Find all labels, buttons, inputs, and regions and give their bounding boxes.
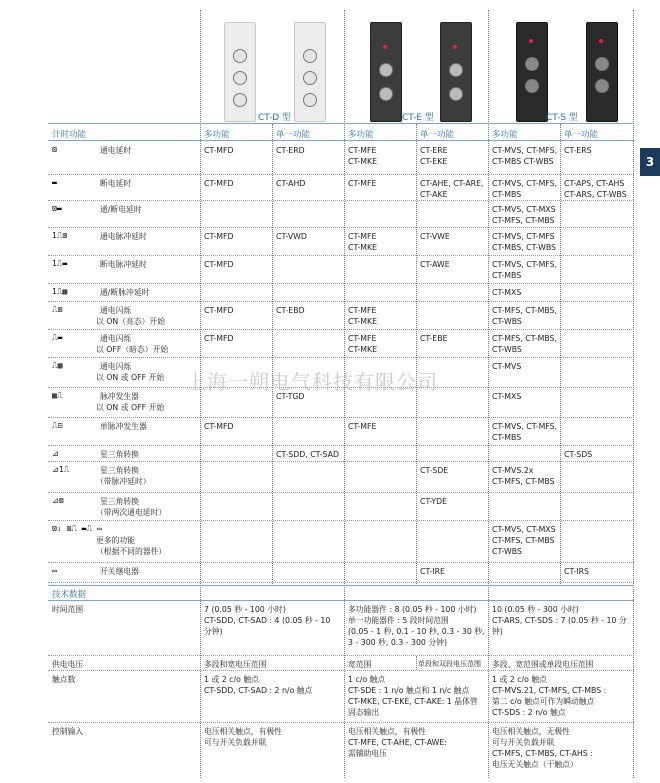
- row-function-sublabel: （带脉冲延时）: [96, 477, 151, 486]
- row-divider: [48, 283, 634, 284]
- row-function-label: 通电闪烁: [100, 334, 132, 343]
- row-symbol-icon: ⎍▬: [52, 333, 63, 342]
- ct-e-image: [346, 10, 486, 122]
- row-symbol-icon: ⊠: [52, 145, 57, 154]
- col-divider: [272, 124, 273, 584]
- tech-time-range-ctd: 7 (0.05 秒 - 100 小时) CT-SDD, CT-SAD : 4 (0.05 秒 - 10 分钟): [204, 605, 331, 636]
- table-cell: CT-SDE: [420, 466, 449, 475]
- table-cell: CT-AHE, CT-ARE, CT-AKE: [420, 179, 484, 199]
- row-symbol-icon: ⊠₁ ⊠⎍ ▬⎍ ▭: [52, 524, 102, 533]
- table-cell: CT-IRE: [420, 567, 445, 576]
- table-cell: CT-MVS, CT-MXS CT-MFS, CT-MBS CT-WBS: [492, 525, 556, 556]
- table-cell: CT-MVS.2x CT-MFS, CT-MBS: [492, 466, 555, 486]
- row-divider: [48, 582, 634, 583]
- table-cell: CT-MVS, CT-MFS, CT-MBS: [492, 179, 558, 199]
- table-cell: CT-AHD: [276, 179, 306, 188]
- table-cell: CT-VWD: [276, 232, 307, 241]
- col-header-cte-multi: 多功能: [348, 130, 374, 140]
- tech-time-range-cte: 多功能器件 : 8 (0.05 秒 - 100 小时) 单一功能器件 : 5 段时间范围 (0.05 - 1 秒, 0.1 - 10 秒, 0.3 - 30 秒, 3 - 300 秒, 0.3 - 300 分钟): [348, 605, 485, 647]
- tech-supply-cte-1: 宽范围: [348, 660, 372, 669]
- ct-e-device-2: [440, 22, 472, 122]
- table-cell: CT-MXS: [492, 392, 522, 401]
- table-cell: CT-SDS: [564, 450, 593, 459]
- table-cell: CT-SDD, CT-SAD: [276, 450, 339, 459]
- row-divider: [48, 445, 634, 446]
- row-divider: [48, 174, 634, 175]
- table-cell: CT-EBE: [420, 334, 448, 343]
- row-divider: [48, 722, 634, 723]
- table-cell: CT-MVS, CT-MXS CT-MFS, CT-MBS: [492, 205, 556, 225]
- ct-e-device-1: [370, 22, 402, 122]
- row-symbol-icon: 1⎍▬: [52, 259, 68, 268]
- col-header-cte-single: 单一功能: [420, 130, 455, 140]
- table-cell: CT-MFS, CT-MBS, CT-WBS: [492, 334, 557, 354]
- tech-rule: [48, 585, 634, 586]
- row-function-label: 通/断脉冲延时: [100, 288, 150, 297]
- row-divider: [48, 670, 634, 671]
- tech-control-ctd: 电压相关触点，有极性 可与开关负载并联: [204, 727, 282, 747]
- row-function-sublabel: 以 OFF（暗态）开始: [96, 345, 169, 354]
- ct-s-image: [490, 10, 630, 122]
- tech-control-cte: 电压相关触点，有极性 CT-MFE, CT-AHE, CT-AWE: 需辅助电压: [348, 727, 447, 758]
- table-cell: CT-YDE: [420, 497, 448, 506]
- table-cell: CT-APS, CT-AHS CT-ARS, CT-WBS: [564, 179, 627, 199]
- row-function-label: 通电闪烁: [100, 306, 132, 315]
- row-divider: [48, 520, 634, 521]
- row-divider: [48, 492, 634, 493]
- tech-supply-cte-2: 单段和双段电压范围: [418, 660, 481, 668]
- series-label-ct-e: CT-E 型: [402, 113, 434, 123]
- table-cell: CT-MVS, CT-MFS, CT-MBS: [492, 260, 558, 280]
- header-rule: [48, 140, 634, 141]
- row-divider: [48, 562, 634, 563]
- row-symbol-icon: ⊿: [52, 449, 59, 458]
- tech-contacts-cts: 1 或 2 c/o 触点 CT-MVS.21, CT-MFS, CT-MBS : 第二 c/o 触点可作为瞬动触点 CT-SDS : 2 n/o 触点: [492, 675, 607, 717]
- table-cell: CT-MFE CT-MKE: [348, 334, 378, 354]
- table-cell: CT-ERE CT-EKE: [420, 146, 448, 166]
- row-function-sublabel: （根据不同的器件）: [96, 547, 167, 556]
- row-function-label: 通电延时: [100, 146, 132, 155]
- row-function-label: 星三角转换: [100, 450, 139, 459]
- row-function-sublabel: 以 ON（亮态）开始: [96, 317, 166, 326]
- row-function-label: 单脉冲发生器: [100, 422, 147, 431]
- row-divider: [48, 655, 634, 656]
- table-cell: CT-MFE CT-MKE: [348, 146, 378, 166]
- row-divider: [48, 255, 634, 256]
- row-divider: [48, 461, 634, 462]
- row-divider: [48, 357, 634, 358]
- tech-time-range-cts: 10 (0.05 秒 - 300 小时) CT-ARS, CT-SDS : 7 (0.05 秒 - 10 分 钟): [492, 605, 627, 636]
- row-divider: [48, 329, 634, 330]
- table-cell: CT-TGD: [276, 392, 305, 401]
- ct-s-device-2: [586, 22, 618, 122]
- row-function-sublabel: 以 ON 或 OFF 开始: [96, 373, 165, 382]
- row-function-label: 更多的功能: [96, 536, 135, 545]
- table-cell: CT-MVS, CT-MFS CT-MBS, CT-WBS: [492, 232, 557, 252]
- table-cell: CT-MFD: [204, 146, 234, 155]
- tech-contacts-label: 触点数: [52, 675, 76, 684]
- row-function-label: 断电脉冲延时: [100, 260, 147, 269]
- watermark: 上海一朔电气科技有限公司: [186, 370, 438, 394]
- row-function-label: 星三角转换: [100, 466, 139, 475]
- table-cell: CT-MFD: [204, 306, 234, 315]
- table-cell: CT-MVS: [492, 362, 522, 371]
- row-divider: [48, 227, 634, 228]
- tech-supply-cts: 多段、宽范围或单段电压范围: [492, 660, 594, 669]
- tech-rule: [48, 600, 634, 601]
- col-divider: [416, 656, 417, 670]
- table-cell: CT-MXS: [492, 288, 522, 297]
- row-symbol-icon: 1⎍⊠: [52, 231, 68, 240]
- table-cell: CT-IRS: [564, 567, 589, 576]
- row-symbol-icon: 1⎍▩: [52, 287, 68, 296]
- row-divider: [48, 417, 634, 418]
- row-symbol-icon: ▬: [52, 178, 57, 187]
- row-function-sublabel: （带两次通电延时）: [96, 508, 167, 517]
- row-function-label: 通/断电延时: [100, 205, 142, 214]
- table-cell: CT-MVS, CT-MFS, CT-MBS: [492, 422, 558, 442]
- header-rule: [48, 123, 634, 124]
- row-symbol-icon: ⊠▬: [52, 204, 62, 213]
- table-cell: CT-MFS, CT-MBS, CT-WBS: [492, 306, 557, 326]
- table-cell: CT-MVS, CT-MFS, CT-MBS CT-WBS: [492, 146, 558, 166]
- tech-control-cts: 电压相关触点，无极性 可与开关负载并联 CT-MFS, CT-MBS, CT-AHS : 电压无关触点（干触点）: [492, 727, 593, 769]
- row-symbol-icon: ⊿1⎍: [52, 465, 70, 474]
- tech-contacts-ctd: 1 或 2 c/o 触点 CT-SDD, CT-SAD : 2 n/o 触点: [204, 675, 313, 695]
- col-header-cts-single: 单一功能: [564, 130, 599, 140]
- chapter-tab: 3: [640, 148, 660, 176]
- col-divider: [633, 10, 634, 778]
- row-divider: [48, 301, 634, 302]
- table-cell: CT-MFD: [204, 422, 234, 431]
- row-function-label: 脉冲发生器: [100, 392, 139, 401]
- table-cell: CT-MFD: [204, 334, 234, 343]
- series-label-ct-s: CT-S 型: [546, 113, 578, 123]
- table-cell: CT-MFE: [348, 422, 377, 431]
- ct-s-device-1: [516, 22, 548, 122]
- table-cell: CT-MFE CT-MKE: [348, 232, 378, 252]
- col-divider: [488, 10, 489, 778]
- table-cell: CT-VWE: [420, 232, 450, 241]
- table-cell: CT-MFD: [204, 232, 234, 241]
- tech-control-label: 控制输入: [52, 727, 84, 736]
- ct-d-image: [202, 10, 342, 122]
- section-timing-title: 计时功能: [52, 130, 87, 140]
- series-label-ct-d: CT-D 型: [258, 113, 291, 123]
- table-cell: CT-EBD: [276, 306, 305, 315]
- row-function-sublabel: 以 ON 或 OFF 开始: [96, 403, 165, 412]
- table-cell: CT-MFE: [348, 179, 377, 188]
- tech-contacts-cte: 1 c/o 触点 CT-SDE : 1 n/o 触点和 1 n/c 触点 CT-MKE, CT-EKE, CT-AKE: 1 晶体管 固态输出: [348, 675, 478, 717]
- row-function-label: 通电闪烁: [100, 362, 132, 371]
- row-symbol-icon: ⎍▩: [52, 361, 63, 370]
- col-header-ctd-single: 单一功能: [276, 130, 311, 140]
- row-function-label: 断电延时: [100, 179, 132, 188]
- table-cell: CT-AWE: [420, 260, 450, 269]
- col-divider: [560, 124, 561, 584]
- row-symbol-icon: ▭: [52, 566, 57, 575]
- row-symbol-icon: ⊿⊠: [52, 496, 64, 505]
- table-cell: CT-ERS: [564, 146, 592, 155]
- tech-time-range-label: 时间范围: [52, 605, 84, 614]
- ct-d-device-2: [294, 22, 326, 122]
- row-function-label: 通电脉冲延时: [100, 232, 147, 241]
- row-symbol-icon: ▩⎍: [52, 391, 63, 400]
- row-symbol-icon: ⎍⊠: [52, 305, 63, 314]
- col-header-ctd-multi: 多功能: [204, 130, 230, 140]
- section-tech-title: 技术数据: [52, 590, 87, 600]
- row-divider: [48, 200, 634, 201]
- col-header-cts-multi: 多功能: [492, 130, 518, 140]
- table-cell: CT-MFD: [204, 260, 234, 269]
- tech-supply-ctd: 多段和宽电压范围: [204, 660, 267, 669]
- row-function-label: 星三角转换: [100, 497, 139, 506]
- col-divider: [416, 124, 417, 584]
- row-function-label: 开关继电器: [100, 567, 139, 576]
- table-cell: CT-MFE CT-MKE: [348, 306, 378, 326]
- ct-d-device-1: [224, 22, 256, 122]
- tech-supply-label: 供电电压: [52, 660, 84, 669]
- row-symbol-icon: ⎍⊡: [52, 421, 63, 430]
- table-cell: CT-ERD: [276, 146, 305, 155]
- table-cell: CT-MFD: [204, 179, 234, 188]
